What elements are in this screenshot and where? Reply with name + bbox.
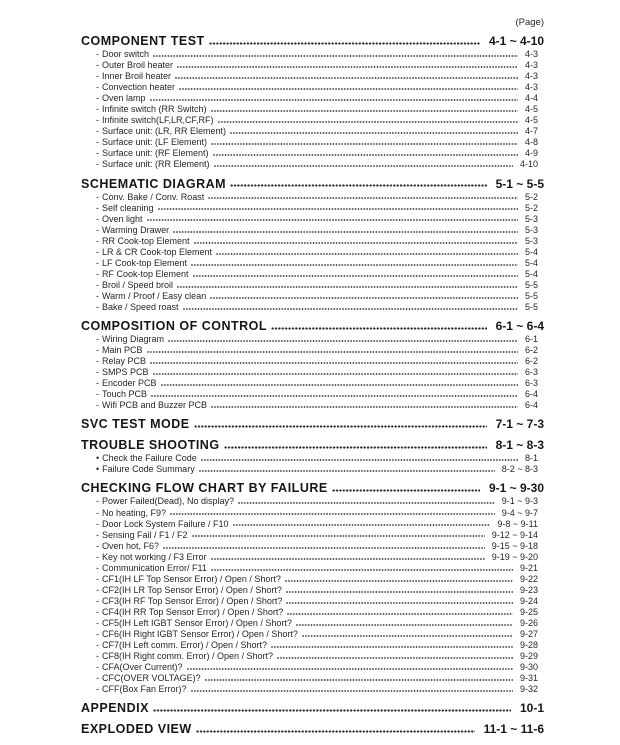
page-column-label: (Page) [515,17,544,28]
toc-item-page: 9-8 ~ 9-11 [497,518,538,529]
toc-section-title: COMPOSITION OF CONTROL [81,319,267,334]
toc-item-page: 5-3 [524,213,538,224]
toc-item-page: 4-4 [524,93,538,104]
dot-leader [296,618,513,629]
toc-item-bullet: - [96,507,99,518]
toc-item [96,651,544,662]
toc-section-pages: 4-1 ~ 4-10 [488,34,544,48]
toc-item-label: Relay PCB [102,356,147,367]
dot-leader [163,541,485,552]
toc-item-bullet: - [96,673,99,684]
toc-item [96,400,544,411]
toc-item [96,519,544,530]
toc-item-page: 8-1 [524,453,538,464]
toc-item-bullet: - [96,684,99,695]
toc-item [96,192,544,203]
toc-item-page: 4-9 [524,148,538,159]
toc-section-pages: 11-1 ~ 11-6 [483,722,544,737]
toc-item-label: RF Cook-top Element [102,268,189,279]
dot-leader [230,126,518,137]
toc-item [96,203,544,214]
toc-item-page: 9-12 ~ 9-14 [491,529,538,540]
dot-leader [332,481,480,496]
dot-leader [238,496,495,507]
toc-item-label: CF5(IH Left IGBT Sensor Error) / Open / Short? [102,617,292,628]
toc-section-heading [81,34,544,49]
toc-item-label: Oven hot, F6? [102,540,160,551]
toc-item [96,378,544,389]
toc-item-label: CF2(IH LR Top Sensor Error) / Open / Short? [102,584,282,595]
toc-item-bullet: - [96,496,99,507]
toc-item-label: Door Lock System Failure / F10 [102,518,229,529]
toc-item [96,93,544,104]
dot-leader [211,563,513,574]
toc-item-bullet: - [96,268,99,279]
toc-section-title: COMPONENT TEST [81,34,205,48]
toc-item-bullet: - [96,60,99,71]
toc-item-bullet: - [96,529,99,540]
toc-item-page: 5-4 [524,246,538,257]
toc-item-bullet: - [96,334,99,345]
toc-item-page: 4-5 [524,104,538,115]
toc-item-page: 4-7 [524,126,538,137]
toc-item-page: 9-23 [519,584,538,595]
toc-item-label: Power Failed(Dead), No display? [102,496,235,507]
toc-item-bullet: - [96,584,99,595]
dot-leader [201,453,518,464]
toc-item-bullet: - [96,49,99,59]
toc-item-page: 5-3 [524,224,538,235]
toc-item-label: Warming Drawer [102,224,170,235]
toc-item [96,126,544,137]
toc-item-page: 9-26 [519,617,538,628]
dot-leader [211,137,518,148]
toc-item-bullet: - [96,606,99,617]
toc-item-bullet: - [96,213,99,224]
toc-item [96,225,544,236]
toc-item-bullet: - [96,356,99,367]
dot-leader [216,247,518,258]
toc-section-heading [81,701,544,716]
toc-item-page: 4-10 [519,159,538,170]
toc-item-bullet: - [96,224,99,235]
toc-item-label: CF7(IH Left comm. Error) / Open / Short? [102,640,268,651]
toc-item-page: 9-19 ~ 9-20 [491,551,538,562]
toc-section-pages: 7-1 ~ 7-3 [495,417,544,432]
dot-leader [199,464,495,475]
toc-item-page: 9-24 [519,595,538,606]
toc-item-bullet: - [96,378,99,389]
dot-leader [218,115,518,126]
toc-item-bullet: - [96,148,99,159]
toc-item-bullet: - [96,93,99,104]
dot-leader [210,291,518,302]
dot-leader [177,60,518,71]
toc-item-page: 6-4 [524,400,538,411]
toc-item [96,345,544,356]
dot-leader [158,203,518,214]
toc-item-bullet: - [96,137,99,148]
dot-leader [211,400,518,411]
toc-item-label: Infinite switch (RR Switch) [102,104,207,115]
toc-item-page: 5-5 [524,301,538,312]
toc-item-label: Conv. Bake / Conv. Roast [102,191,205,202]
toc-item [96,60,544,71]
dot-leader [153,49,518,60]
toc-item-bullet: - [96,595,99,606]
toc-section-title: EXPLODED VIEW [81,722,192,737]
toc-item [96,574,544,585]
toc-section-title: CHECKING FLOW CHART BY FAILURE [81,481,328,496]
toc-item-bullet: - [96,71,99,82]
dot-leader [302,629,513,640]
toc-item [96,496,544,507]
toc-item [96,302,544,313]
toc-item [96,247,544,258]
toc-section-heading [81,417,544,432]
toc-item-label: Broil / Speed broil [102,279,174,290]
toc-item [96,148,544,159]
toc-item [96,367,544,378]
toc-item-label: CF3(IH RF Top Sensor Error) / Open / Short? [102,595,283,606]
toc-item-page: 9-32 [519,684,538,695]
dot-leader [147,214,518,225]
toc-section-heading [81,319,544,334]
dot-leader [153,367,518,378]
toc-item-bullet: - [96,400,99,411]
toc-item-bullet: - [96,82,99,93]
toc-item-label: Surface unit: (RF Element) [102,148,209,159]
toc-item-label: CF8(IH Right comm. Error) / Open / Short? [102,651,274,662]
toc-item-bullet: - [96,301,99,312]
toc-item [96,49,544,60]
dot-leader [208,192,518,203]
toc-section-pages: 8-1 ~ 8-3 [495,438,544,453]
toc-item-label: Warm / Proof / Easy clean [102,290,207,301]
toc-item-label: Oven light [102,213,143,224]
toc-item-bullet: - [96,617,99,628]
toc-item-bullet: - [96,115,99,126]
toc-item [96,585,544,596]
toc-item [96,607,544,618]
toc-item [96,291,544,302]
dot-leader [150,93,518,104]
toc-item [96,269,544,280]
toc-section-title: TROUBLE SHOOTING [81,438,220,453]
toc-item-bullet: - [96,290,99,301]
toc-item [96,236,544,247]
dot-leader [233,519,491,530]
toc-item [96,214,544,225]
toc-item-page: 9-4 ~ 9-7 [501,507,538,518]
toc-item-label: Convection heater [102,82,176,93]
toc-item-label: Bake / Speed roast [102,301,179,312]
toc-item-page: 5-4 [524,257,538,268]
toc-section-pages: 10-1 [519,701,544,716]
toc-section-pages: 5-1 ~ 5-5 [495,176,544,191]
toc-item-page: 5-3 [524,235,538,246]
toc-item-page: 6-4 [524,389,538,400]
toc-item-label: Key not working / F3 Error [102,551,207,562]
toc-item [96,673,544,684]
toc-item-page: 9-22 [519,573,538,584]
toc-item-bullet: - [96,257,99,268]
toc-section-pages: 9-1 ~ 9-30 [488,481,544,496]
toc-item-page: 9-15 ~ 9-18 [491,540,538,551]
toc-item-page: 5-4 [524,268,538,279]
toc-item-bullet: • [96,464,100,475]
toc-item-label: CFC(OVER VOLTAGE)? [102,673,201,684]
toc-item-label: Surface unit: (LF Element) [102,137,208,148]
toc-item-bullet: - [96,104,99,115]
dot-leader [194,417,487,432]
toc-item-page: 5-5 [524,290,538,301]
toc-item [96,541,544,552]
toc-item-bullet: - [96,573,99,584]
toc-item-bullet: - [96,126,99,137]
toc-item-page: 6-3 [524,378,538,389]
toc-item-page: 4-3 [524,82,538,93]
dot-leader [287,607,513,618]
dot-leader [192,530,485,541]
dot-leader [153,701,511,716]
toc-item-label: Failure Code Summary [102,464,195,475]
toc-item-bullet: - [96,202,99,213]
dot-leader [173,225,518,236]
toc-item-page: 8-2 ~ 8-3 [501,464,538,475]
dot-leader [211,552,485,563]
toc-item-page: 5-2 [524,191,538,202]
toc-item-bullet: - [96,246,99,257]
toc-item-bullet: - [96,629,99,640]
toc-item [96,356,544,367]
dot-leader [193,269,518,280]
toc-item-page: 6-2 [524,356,538,367]
toc-item-label: Sensing Fail / F1 / F2 [102,529,188,540]
toc-item-page: 9-21 [519,562,538,573]
toc-item-page: 9-1 ~ 9-3 [501,496,538,507]
toc-item-label: Door switch [102,49,150,59]
toc-item-bullet: • [96,453,100,464]
toc-item-bullet: - [96,540,99,551]
toc-item-page: 4-3 [524,60,538,71]
toc-item-page: 5-2 [524,202,538,213]
toc-item-bullet: - [96,562,99,573]
toc-item-label: CFF(Box Fan Error)? [102,684,187,695]
toc-item [96,334,544,345]
toc-item-page: 9-27 [519,629,538,640]
toc-item-label: Oven lamp [102,93,146,104]
dot-leader [209,34,480,49]
toc-item-label: SMPS PCB [102,367,149,378]
toc-item [96,280,544,291]
dot-leader [230,177,487,192]
dot-leader [151,389,518,400]
toc-item-page: 5-5 [524,279,538,290]
toc-item [96,453,544,464]
toc-item-page: 6-3 [524,367,538,378]
dot-leader [277,651,513,662]
toc-item-label: Infinite switch(LF,LR,CF,RF) [102,115,214,126]
toc-item [96,618,544,629]
dot-leader [214,159,513,170]
toc-item-label: CF6(IH Right IGBT Sensor Error) / Open / Short? [102,629,298,640]
toc-item-page: 4-3 [524,71,538,82]
toc-item-page: 9-30 [519,662,538,673]
dot-leader [194,236,518,247]
toc-item-page: 4-5 [524,115,538,126]
toc-item-bullet: - [96,551,99,562]
toc-item-page: 6-2 [524,345,538,356]
toc-item [96,137,544,148]
dot-leader [175,71,518,82]
toc-item [96,508,544,519]
toc-item-label: Wifi PCB and Buzzer PCB [102,400,208,411]
toc-item-bullet: - [96,662,99,673]
dot-leader [271,319,487,334]
toc-section-title: SVC TEST MODE [81,417,190,432]
toc-item-label: Surface unit: (LR, RR Element) [102,126,227,137]
toc-section-pages: 6-1 ~ 6-4 [495,319,544,334]
dot-leader [285,574,513,585]
toc-item-label: No heating, F9? [102,507,167,518]
toc-item-page: 4-8 [524,137,538,148]
toc-item [96,389,544,400]
toc-item-bullet: - [96,235,99,246]
toc-item-bullet: - [96,640,99,651]
toc-item [96,640,544,651]
toc-item [96,159,544,170]
toc-item-page: 4-3 [524,49,538,59]
dot-leader [168,334,518,345]
dot-leader [170,508,495,519]
toc-item-bullet: - [96,518,99,529]
toc-item-label: CF4(IH RR Top Sensor Error) / Open / Short? [102,606,284,617]
toc-item-page: 6-1 [524,334,538,345]
toc-item [96,662,544,673]
toc-item-label: Self cleaning [102,202,154,213]
dot-leader [191,258,518,269]
dot-leader [271,640,513,651]
toc-item-label: Check the Failure Code [102,453,197,464]
toc-item-label: Main PCB [102,345,143,356]
toc-section-heading [81,481,544,496]
toc-section-title: APPENDIX [81,701,149,716]
toc-item-label: Encoder PCB [102,378,157,389]
toc-item-bullet: - [96,191,99,202]
toc-item-label: RR Cook-top Element [102,235,190,246]
toc-item [96,596,544,607]
toc-item [96,563,544,574]
toc-item-bullet: - [96,367,99,378]
toc-section-heading [81,177,544,192]
dot-leader [179,82,518,93]
toc-item [96,115,544,126]
dot-leader [213,148,518,159]
toc-item-label: CF1(IH LF Top Sensor Error) / Open / Short? [102,573,281,584]
toc-item [96,629,544,640]
toc-section-title: SCHEMATIC DIAGRAM [81,176,227,191]
toc-item [96,104,544,115]
dot-leader [224,438,487,453]
toc-item [96,464,544,475]
toc-item-page: 9-29 [519,651,538,662]
toc-item [96,71,544,82]
toc-section-heading [81,438,544,453]
toc-item [96,530,544,541]
toc-item-bullet: - [96,345,99,356]
toc-item-label: LF Cook-top Element [102,257,188,268]
toc-item-label: Wiring Diagram [102,334,165,345]
toc-item-label: Touch PCB [102,389,148,400]
toc-item-label: CFA(Over Current)? [102,662,183,673]
toc-section-heading [81,722,544,737]
toc-item-bullet: - [96,279,99,290]
dot-leader [286,596,513,607]
toc-item-page: 9-28 [519,640,538,651]
dot-leader [187,662,513,673]
dot-leader [211,104,518,115]
dot-leader [191,684,513,695]
dot-leader [177,280,518,291]
toc-item [96,552,544,563]
toc-item-label: Inner Broil heater [102,71,172,82]
toc-item [96,82,544,93]
toc-item-label: Surface unit: (RR Element) [102,159,210,170]
toc-item-page: 9-31 [519,673,538,684]
toc-item [96,684,544,695]
dot-leader [150,356,518,367]
toc-item-page: 9-25 [519,606,538,617]
toc-item-label: LR & CR Cook-top Element [102,246,213,257]
toc-item-bullet: - [96,651,99,662]
dot-leader [161,378,518,389]
dot-leader [196,722,475,737]
dot-leader [147,345,518,356]
toc-item-bullet: - [96,159,99,170]
toc-item [96,258,544,269]
toc-item-bullet: - [96,389,99,400]
dot-leader [205,673,513,684]
toc-item-label: Communication Error/ F11 [102,562,207,573]
toc-item-label: Outer Broil heater [102,60,174,71]
dot-leader [286,585,513,596]
table-of-contents [81,24,544,737]
dot-leader [183,302,518,313]
